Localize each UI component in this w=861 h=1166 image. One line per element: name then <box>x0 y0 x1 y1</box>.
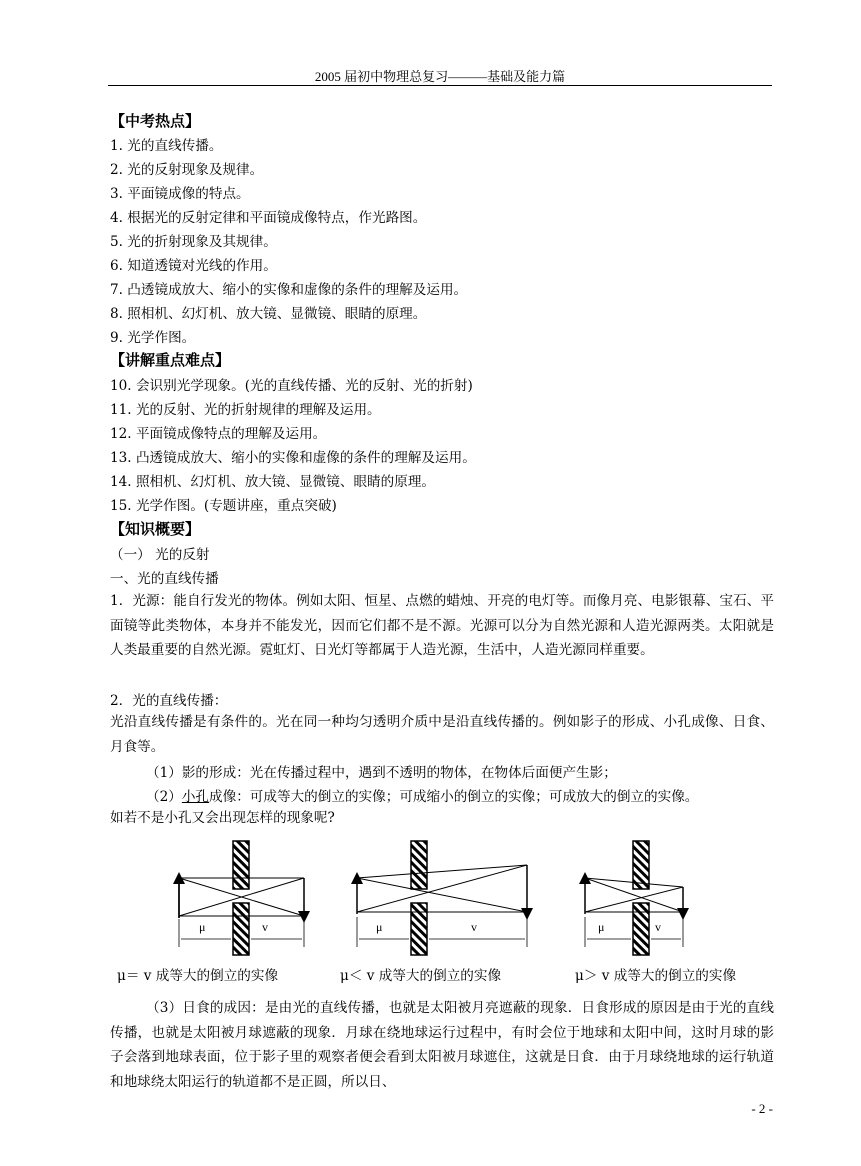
list-item: 10. 会识别光学现象。(光的直线传播、光的反射、光的折射) <box>110 378 473 394</box>
paragraph-straight-propagation: 光沿直线传播是有条件的。光在同一种均匀透明介质中是沿直线传播的。例如影子的形成、小孔成像、日食、月食等。 <box>110 714 774 755</box>
pinhole-diagram-equal <box>179 841 304 955</box>
list-item: 13. 凸透镜成放大、缩小的实像和虚像的条件的理解及运用。 <box>110 450 476 466</box>
list-item: 9. 光学作图。 <box>110 330 196 346</box>
list-item: 11. 光的反射、光的折射规律的理解及运用。 <box>110 402 381 418</box>
list-item: 12. 平面镜成像特点的理解及运用。 <box>110 426 327 442</box>
subsection-title: （一） 光的反射 <box>110 547 210 563</box>
list-item: 6. 知道透镜对光线的作用。 <box>110 258 277 274</box>
pinhole-diagram <box>0 835 861 965</box>
list-item: 8. 照相机、幻灯机、放大镜、显微镜、眼睛的原理。 <box>110 306 427 322</box>
section-title-key-points: 【讲解重点难点】 <box>110 351 231 369</box>
item-text: 成像：可成等大的倒立的实像；可成缩小的倒立的实像；可成放大的倒立的实像。 <box>209 789 699 805</box>
question-line: 如若不是小孔又会出现怎样的现象呢? <box>110 810 335 826</box>
diagram-caption: μ＞ v 成等大的倒立的实像 <box>575 968 737 984</box>
object-distance-label: μ <box>376 920 383 934</box>
list-item: 4. 根据光的反射定律和平面镜成像特点，作光路图。 <box>110 210 427 226</box>
running-header: 2005 届初中物理总复习———基础及能力篇 <box>314 69 566 84</box>
header-rule <box>108 85 772 86</box>
section-title-overview: 【知识概要】 <box>110 520 201 538</box>
list-item: 1. 光的直线传播。 <box>110 138 223 154</box>
paragraph-light-source: 1．光源：能自行发光的物体。例如太阳、恒星、点燃的蜡烛、开亮的电灯等。而像月亮、电影银幕、宝石、平面镜等此类物体，本身并不能发光，因而它们都不是不源。光源可以分为自然光源和人造光源两类。太阳就是人类最重要的自然光源。霓虹灯、日光灯等都属于人造光源，生活中，人造光源同样重要。 <box>110 593 774 658</box>
list-item: 3. 平面镜成像的特点。 <box>110 186 250 202</box>
subsection-title: 一、光的直线传播 <box>110 571 219 587</box>
underlined-term: 小孔 <box>181 789 210 805</box>
list-item: 15. 光学作图。(专题讲座，重点突破) <box>110 498 337 514</box>
item-prefix: （2） <box>146 789 182 805</box>
list-item: 7. 凸透镜成放大、缩小的实像和虚像的条件的理解及运用。 <box>110 282 468 298</box>
list-item: 5. 光的折射现象及其规律。 <box>110 234 277 250</box>
list-item: 2. 光的反射现象及规律。 <box>110 162 264 178</box>
indented-item-shadow: （1）影的形成：光在传播过程中，遇到不透明的物体，在物体后面便产生影； <box>146 765 617 781</box>
list-item: 14. 照相机、幻灯机、放大镜、显微镜、眼睛的原理。 <box>110 474 436 490</box>
image-distance-label: v <box>655 920 661 934</box>
image-distance-label: v <box>262 920 268 934</box>
object-distance-label: μ <box>598 920 605 934</box>
paragraph-heading: 2．光的直线传播： <box>110 693 228 709</box>
object-distance-label: μ <box>199 920 206 934</box>
diagram-caption: μ＜ v 成等大的倒立的实像 <box>340 968 502 984</box>
pinhole-diagram-greater <box>585 841 683 955</box>
section-title-hotspots: 【中考热点】 <box>110 112 201 130</box>
page-number: - 2 - <box>751 1101 773 1116</box>
diagram-caption: μ＝ v 成等大的倒立的实像 <box>117 968 279 984</box>
image-distance-label: v <box>471 920 477 934</box>
paragraph-solar-eclipse: （3）日食的成因：是由光的直线传播，也就是太阳被月亮遮蔽的现象．日食形成的原因是由于光的直线传播，也就是太阳被月球遮蔽的现象．月球在绕地球运行过程中，有时会位于地球和太阳中间，这时月球的影子会落到地球表面，位于影子里的观察者便会看到太阳被月球遮住，这就是日食．由于月球绕地球的运行轨道和地球绕太阳运行的轨道都不是正圆，所以日、 <box>110 1000 774 1090</box>
indented-item-pinhole <box>146 785 698 805</box>
pinhole-diagram-less <box>357 841 527 955</box>
